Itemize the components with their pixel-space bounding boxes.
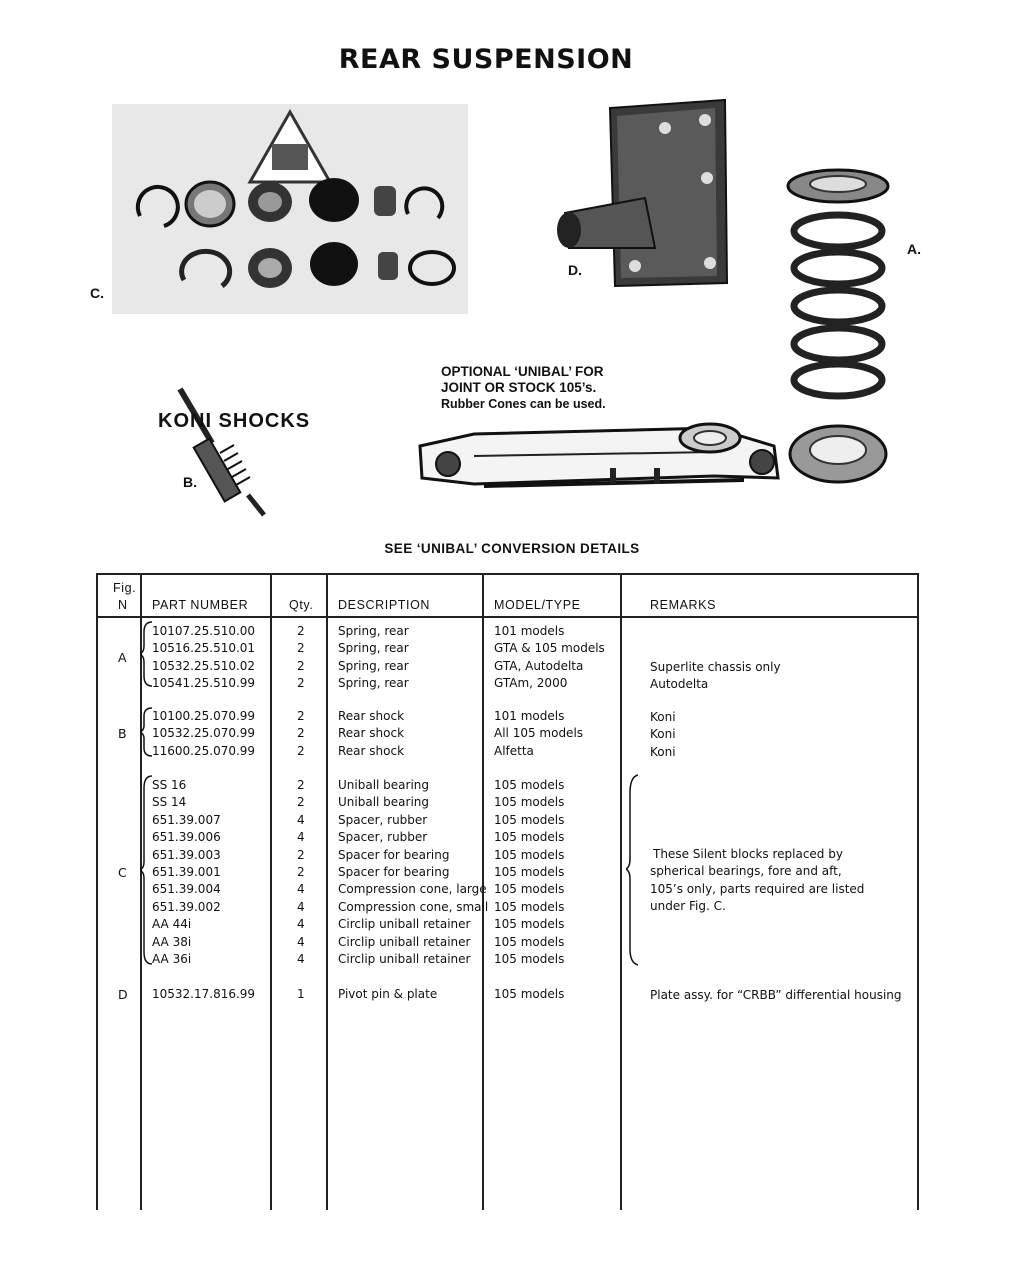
part-number-cell: 10532.25.510.02: [152, 658, 256, 673]
description-cell: Spacer, rubber: [338, 830, 428, 845]
model-cell: 105 models: [494, 952, 565, 966]
qty-cell: 4: [297, 917, 305, 932]
part-number-cell: AA 44i: [152, 917, 192, 932]
description-cell: Spacer, rubber: [338, 812, 428, 827]
table-col-line: [270, 573, 272, 1210]
qty-cell: 2: [297, 676, 305, 691]
table-header-divider: [96, 616, 918, 618]
header-model-type: MODEL/TYPE: [494, 598, 581, 612]
koni-shocks-label: KONI SHOCKS: [158, 410, 311, 432]
figure-b-koni-shock: [172, 383, 272, 518]
model-cell: 105 models: [494, 847, 565, 862]
part-number-cell: 651.39.001: [152, 865, 221, 879]
remarks-cell: Autodelta: [650, 677, 709, 692]
table-col-line: [96, 573, 98, 1210]
model-cell: 105 models: [494, 812, 565, 827]
table-col-line: [326, 573, 328, 1210]
part-number-cell: 10532.17.816.99: [152, 987, 256, 1001]
description-cell: Spacer for bearing: [338, 847, 450, 862]
qty-cell: 4: [297, 812, 305, 827]
part-number-cell: 651.39.007: [152, 812, 221, 827]
header-fig-n: N: [118, 598, 128, 612]
remarks-cell: Koni: [650, 727, 676, 742]
group-fig-letter: A: [118, 650, 127, 666]
model-cell: 105 models: [494, 882, 565, 897]
part-number-cell: 11600.25.070.99: [152, 743, 256, 758]
description-cell: Circlip uniball retainer: [338, 952, 471, 966]
header-fig: Fig.: [113, 581, 137, 595]
remarks-note-line: 105’s only, parts required are listed: [650, 881, 865, 896]
description-cell: Uniball bearing: [338, 795, 430, 810]
part-number-cell: 651.39.004: [152, 882, 221, 897]
figure-a-coil-spring: [783, 166, 893, 496]
part-number-cell: 10107.25.510.00: [152, 624, 256, 638]
qty-cell: 4: [297, 899, 305, 914]
qty-cell: 2: [297, 847, 305, 862]
model-cell: 105 models: [494, 865, 565, 879]
model-cell: GTA, Autodelta: [494, 658, 584, 673]
figure-d-pivot-plate: [555, 98, 730, 288]
model-cell: 105 models: [494, 934, 565, 949]
qty-cell: 4: [297, 952, 305, 966]
qty-cell: 2: [297, 624, 305, 638]
unibal-note-line3: Rubber Cones can be used.: [441, 397, 606, 411]
group-fig-letter: C: [118, 865, 127, 880]
qty-cell: 4: [297, 830, 305, 845]
model-cell: 105 models: [494, 830, 565, 845]
header-qty: Qty.: [289, 598, 314, 612]
model-cell: All 105 models: [494, 726, 584, 741]
group-fig-letter: B: [118, 726, 127, 742]
figure-b-label: B.: [183, 474, 197, 490]
qty-cell: 2: [297, 778, 305, 792]
part-number-cell: 10541.25.510.99: [152, 676, 256, 691]
parts-table: [96, 573, 918, 1210]
part-number-cell: 10532.25.070.99: [152, 726, 256, 741]
model-cell: 101 models: [494, 709, 565, 723]
description-cell: Compression cone, small: [338, 899, 489, 914]
description-cell: Circlip uniball retainer: [338, 934, 471, 949]
unibal-note-line1: OPTIONAL ‘UNIBAL’ FOR: [441, 364, 604, 379]
part-number-cell: 651.39.002: [152, 899, 221, 914]
part-number-cell: AA 36i: [152, 952, 192, 966]
figure-d-label: D.: [568, 262, 582, 278]
qty-cell: 4: [297, 934, 305, 949]
table-col-line: [917, 573, 919, 1210]
qty-cell: 2: [297, 726, 305, 741]
description-cell: Spacer for bearing: [338, 865, 450, 879]
remarks-brace-c: [626, 773, 642, 973]
description-cell: Rear shock: [338, 726, 405, 741]
part-number-cell: 10516.25.510.01: [152, 641, 256, 656]
description-cell: Spring, rear: [338, 624, 409, 638]
model-cell: 105 models: [494, 917, 565, 932]
part-number-cell: SS 14: [152, 795, 187, 810]
description-cell: Rear shock: [338, 743, 405, 758]
description-cell: Spring, rear: [338, 676, 409, 691]
description-cell: Rear shock: [338, 709, 405, 723]
model-cell: Alfetta: [494, 743, 534, 758]
model-cell: 105 models: [494, 778, 565, 792]
description-cell: Circlip uniball retainer: [338, 917, 471, 932]
part-number-cell: 651.39.006: [152, 830, 221, 845]
part-number-cell: AA 38i: [152, 934, 192, 949]
description-cell: Spring, rear: [338, 658, 409, 673]
model-cell: GTA & 105 models: [494, 641, 605, 656]
part-number-cell: SS 16: [152, 778, 187, 792]
qty-cell: 1: [297, 987, 305, 1001]
model-cell: 105 models: [494, 795, 565, 810]
group-fig-letter: D: [118, 987, 128, 1002]
figure-a-label: A.: [907, 241, 921, 257]
table-col-line: [620, 573, 622, 1210]
trailing-arm-illustration: [414, 416, 784, 496]
figure-c-label: C.: [90, 285, 104, 301]
model-cell: 105 models: [494, 987, 565, 1001]
see-conversion-details: SEE ‘UNIBAL’ CONVERSION DETAILS: [384, 541, 640, 556]
remarks-note-line: spherical bearings, fore and aft,: [650, 864, 842, 879]
part-number-cell: 651.39.003: [152, 847, 221, 862]
remarks-cell: Koni: [650, 710, 676, 724]
qty-cell: 2: [297, 743, 305, 758]
qty-cell: 4: [297, 882, 305, 897]
page-title: REAR SUSPENSION: [338, 44, 634, 75]
table-top-border: [96, 573, 918, 575]
qty-cell: 2: [297, 658, 305, 673]
remarks-cell: Superlite chassis only: [650, 659, 781, 674]
header-part-number: PART NUMBER: [152, 598, 249, 612]
unibal-note-line2: JOINT OR STOCK 105’s.: [441, 380, 597, 395]
model-cell: GTAm, 2000: [494, 676, 568, 691]
qty-cell: 2: [297, 865, 305, 879]
description-cell: Pivot pin & plate: [338, 987, 438, 1001]
unibal-note: [441, 364, 606, 412]
description-cell: Compression cone, large: [338, 882, 487, 897]
remarks-cell: Plate assy. for “CRBB” differential housing: [650, 988, 902, 1002]
qty-cell: 2: [297, 709, 305, 723]
model-cell: 101 models: [494, 624, 565, 638]
qty-cell: 2: [297, 641, 305, 656]
figure-c-bearings-photo: [112, 104, 468, 314]
qty-cell: 2: [297, 795, 305, 810]
remarks-cell: Koni: [650, 744, 676, 759]
part-number-cell: 10100.25.070.99: [152, 709, 256, 723]
header-remarks: REMARKS: [650, 598, 717, 612]
model-cell: 105 models: [494, 899, 565, 914]
description-cell: Uniball bearing: [338, 778, 430, 792]
header-description: DESCRIPTION: [338, 598, 431, 612]
description-cell: Spring, rear: [338, 641, 409, 656]
remarks-note-line: These Silent blocks replaced by: [653, 847, 843, 861]
remarks-note-line: under Fig. C.: [650, 899, 726, 914]
